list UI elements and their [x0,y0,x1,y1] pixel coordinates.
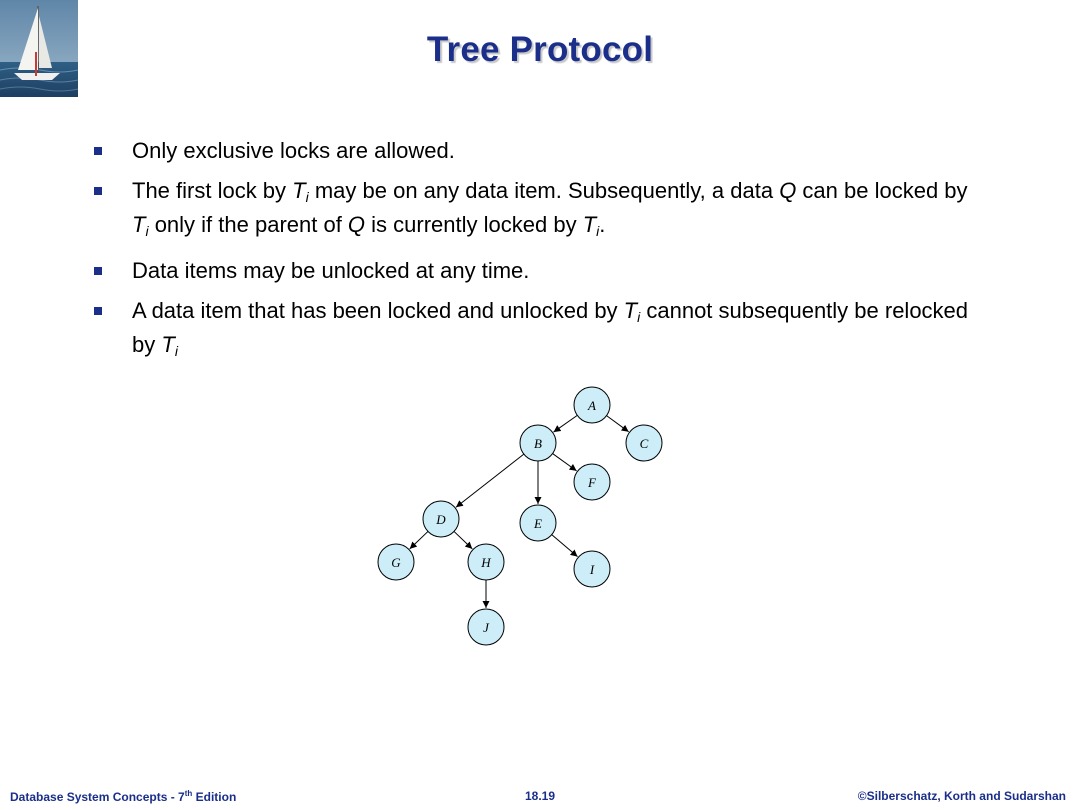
bullet-text: T [292,178,306,203]
bullet-text: T [132,212,146,237]
tree-node-label: I [589,562,595,577]
tree-edge-d-h [454,531,472,548]
tree-node-i [574,551,610,587]
bullet-text: only if the parent of [148,212,348,237]
tree-node-label: F [588,475,596,490]
bullet-text: i [145,223,149,239]
bullet-text: T [582,212,597,237]
tree-edge-e-i [552,535,578,557]
tree-node-f [574,464,610,500]
tree-node-label: G [391,555,401,570]
bullet-text: i [174,343,178,359]
tree-node-label: E [534,516,542,531]
tree-node-e [520,505,556,541]
tree-node-label: B [534,436,542,451]
tree-node-label: D [436,512,446,527]
footer-slide-number: 18.19 [524,789,556,803]
tree-node-b [520,425,556,461]
bullet-marker-icon [94,307,102,315]
bullet-item [90,177,990,245]
bullet-text: i [596,223,600,239]
bullet-text: i [305,189,309,205]
tree-node-a [574,387,610,423]
bullet-text: is currently locked by [365,212,583,237]
tree-edge-a-b [554,415,578,432]
bullet-text: can be locked by [796,178,968,203]
bullet-item [90,137,990,165]
bullet-text: A data item that has been locked and unlocked by [132,298,624,323]
bullet-item [90,257,990,285]
bullet-text: Q [347,212,366,237]
bullet-item [90,297,990,365]
slide-title: Tree Protocol [426,30,654,69]
bullet-text: cannot subsequently be relocked by [132,298,969,357]
bullet-text: The first lock by [132,178,293,203]
tree-edge-b-d [456,454,524,507]
tree-edge-a-c [607,416,629,432]
bullet-text: T [161,332,175,357]
bullet-marker-icon [94,147,102,155]
tree-edge-b-f [553,454,577,471]
bullet-marker-icon [94,187,102,195]
bullet-list [90,137,990,377]
tree-diagram [360,375,680,655]
tree-node-j [468,609,504,645]
tree-node-label: A [588,398,596,413]
bullet-text: Only exclusive locks are allowed. [132,138,455,163]
tree-node-h [468,544,504,580]
tree-node-g [378,544,414,580]
tree-node-label: H [481,555,491,570]
tree-edge-d-g [410,531,428,548]
tree-node-label: C [639,436,649,451]
footer-book-title: Database System Concepts - 7th Edition [10,789,237,804]
tree-node-d [423,501,459,537]
bullet-marker-icon [94,267,102,275]
bullet-text: may be on any data item. Subsequently, a data [308,178,780,203]
tree-node-label: J [483,620,489,635]
bullet-text: T [623,298,638,323]
bullet-text: Data items may be unlocked at any time. [132,258,530,283]
tree-node-c [626,425,662,461]
bullet-text: Q [779,178,797,203]
bullet-text: . [599,212,606,237]
footer-copyright: ©Silberschatz, Korth and Sudarshan [857,789,1066,803]
bullet-text: i [637,309,641,325]
